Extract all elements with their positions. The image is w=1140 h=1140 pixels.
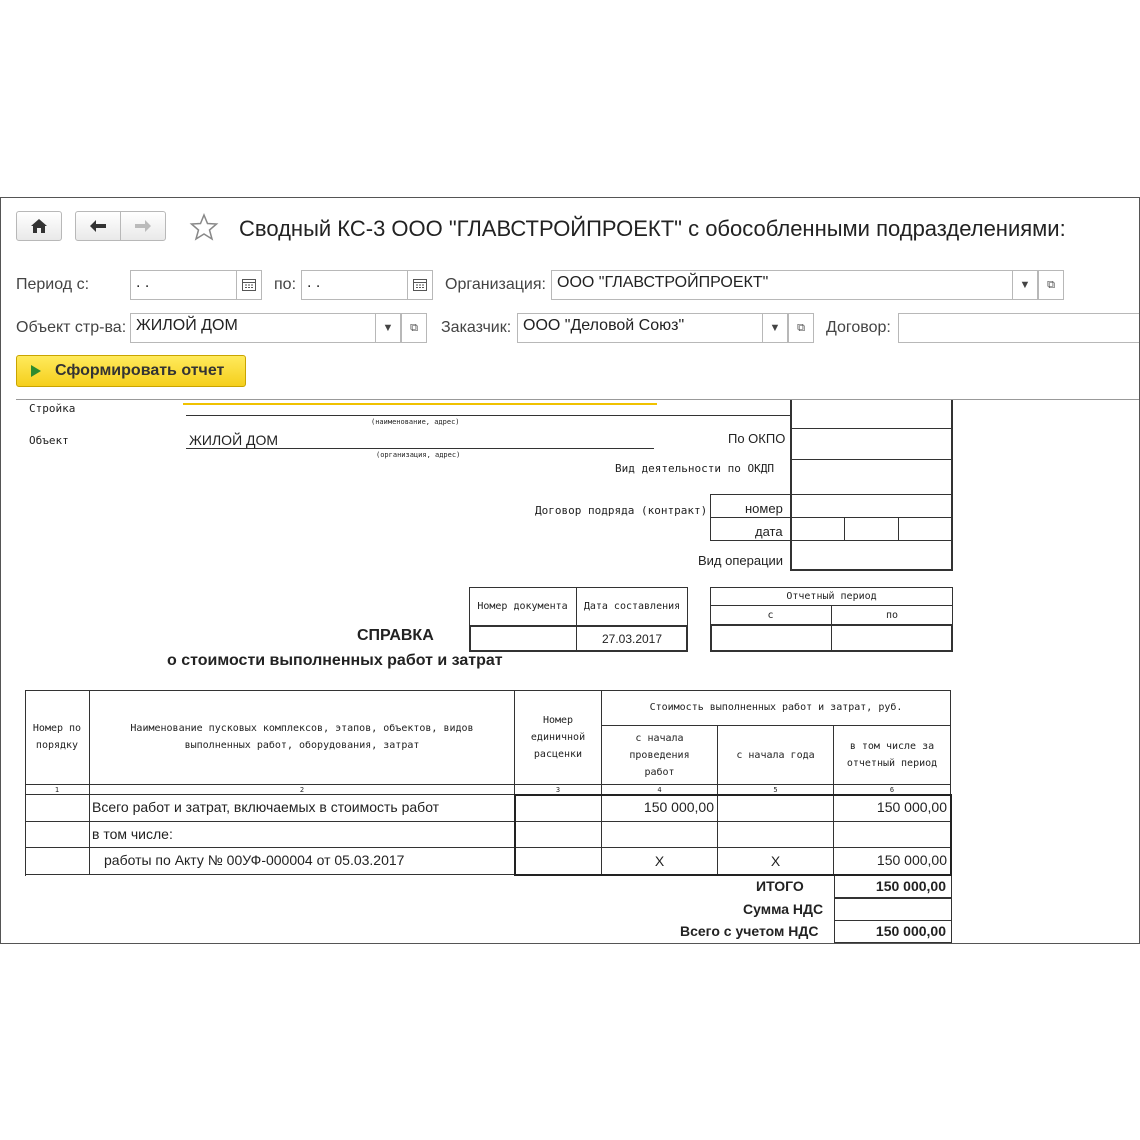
organization-label: Организация: [445,276,546,293]
report-subtitle: о стоимости выполненных работ и затрат [167,652,503,669]
total-label: ИТОГО [756,878,804,894]
organization-input[interactable]: ООО "ГЛАВСТРОЙПРОЕКТ" [551,270,1013,300]
stroika-caption: (наименование, адрес) [371,418,460,426]
object-value-report: ЖИЛОЙ ДОМ [189,432,279,448]
col-since-year-header: с начала года [718,726,834,785]
stroika-label: Стройка [29,402,76,415]
favorite-button[interactable] [189,213,219,246]
object-dropdown[interactable] [375,313,401,343]
customer-dropdown[interactable] [762,313,788,343]
report-title: СПРАВКА [357,627,434,644]
object-label-report: Объект [29,434,69,447]
doc-number-header: Номер документа [477,601,568,612]
row-period-cell: 150 000,00 [834,848,951,875]
period-from-calendar[interactable] [236,270,262,300]
table-row [25,795,90,822]
doc-info-table [469,587,688,652]
doc-date-header: Дата составления [583,601,681,612]
object-open-button[interactable] [401,313,427,343]
organization-dropdown[interactable] [1012,270,1038,300]
col-num-6: 6 [834,785,951,795]
stroika-field[interactable] [183,400,657,405]
col-num-4: 4 [602,785,718,795]
home-icon [30,218,48,234]
arrow-right-icon [134,219,152,233]
customer-label: Заказчик: [441,319,512,336]
chevron-down-icon: ▼ [769,322,781,334]
period-header: Отчетный период [786,591,877,602]
star-icon [189,213,219,241]
row-name-cell: Всего работ и затрат, включаемых в стоимость работ [90,795,515,822]
cost-header: Стоимость выполненных работ и затрат, руб. [602,690,951,726]
row-name-cell: в том числе: [90,822,515,848]
vat-label: Сумма НДС [743,901,824,917]
col-rate-header: Номер единичной расценки [515,690,602,785]
home-button[interactable] [16,211,62,241]
generate-report-button[interactable] [16,355,246,387]
calendar-icon [242,279,256,291]
codes-box [790,400,953,571]
col-name-header: Наименование пусковых комплексов, этапов, объектов, видов выполненных работ, оборудования, затрат [90,690,515,785]
row-since-start-cell: X [602,848,718,875]
contract-label-report: Договор подряда (контракт) [535,504,708,517]
report-area [16,399,1139,944]
generate-report-label: Сформировать отчет [55,362,225,379]
calendar-icon [413,279,427,291]
customer-input[interactable]: ООО "Деловой Союз" [517,313,763,343]
open-form-icon: ⧉ [410,321,418,334]
col-num-3: 3 [515,785,602,795]
forward-button[interactable] [120,211,166,241]
contract-input[interactable] [898,313,1140,343]
col-num-2: 2 [90,785,515,795]
period-from-header: с [767,609,774,621]
row-period-cell: 150 000,00 [834,795,951,822]
object-label: Объект стр-ва: [16,319,127,336]
table-row [25,848,90,875]
total-vat-value: 150 000,00 [875,923,946,939]
contract-label: Договор: [826,319,891,336]
customer-open-button[interactable] [788,313,814,343]
back-button[interactable] [75,211,121,241]
col-number-header: Номер по порядку [25,690,90,785]
period-from-label: Период с: [16,276,90,293]
period-to-header: по [885,609,899,621]
organization-open-button[interactable] [1038,270,1064,300]
col-num-5: 5 [718,785,834,795]
object-caption: (организация, адрес) [376,451,461,459]
contract-number-label: номер [745,501,783,516]
total-value: 150 000,00 [875,878,946,894]
open-form-icon: ⧉ [797,321,805,334]
table-row [25,822,90,848]
row-since-start-cell: 150 000,00 [602,795,718,822]
open-form-icon: ⧉ [1047,278,1055,291]
object-input[interactable]: ЖИЛОЙ ДОМ [130,313,376,343]
okdp-label: Вид деятельности по ОКДП [615,462,774,475]
row-since-year-cell: X [718,848,834,875]
period-to-label: по: [274,276,297,293]
contract-date-label: дата [755,524,783,539]
arrow-left-icon [89,219,107,233]
period-from-input[interactable]: . . [130,270,237,300]
period-table [710,587,953,652]
col-num-1: 1 [25,785,90,795]
operation-label: Вид операции [698,553,784,568]
okpo-label: По ОКПО [728,431,786,446]
doc-date-value: 27.03.2017 [601,631,663,646]
col-period-header: в том числе за отчетный период [834,726,951,785]
period-to-calendar[interactable] [407,270,433,300]
window-title: Сводный КС-3 ООО "ГЛАВСТРОЙПРОЕКТ" с обособленными подразделениями: [239,216,1066,241]
row-name-cell: работы по Акту № 00УФ-000004 от 05.03.2017 [90,848,515,875]
chevron-down-icon: ▼ [382,322,394,334]
period-to-input[interactable]: . . [301,270,408,300]
play-icon [29,364,43,378]
cost-table [25,690,951,876]
app-window [0,197,1140,944]
col-since-start-header: с начала проведения работ [602,726,718,785]
total-vat-label: Всего с учетом НДС [680,923,819,939]
chevron-down-icon: ▼ [1019,279,1031,291]
